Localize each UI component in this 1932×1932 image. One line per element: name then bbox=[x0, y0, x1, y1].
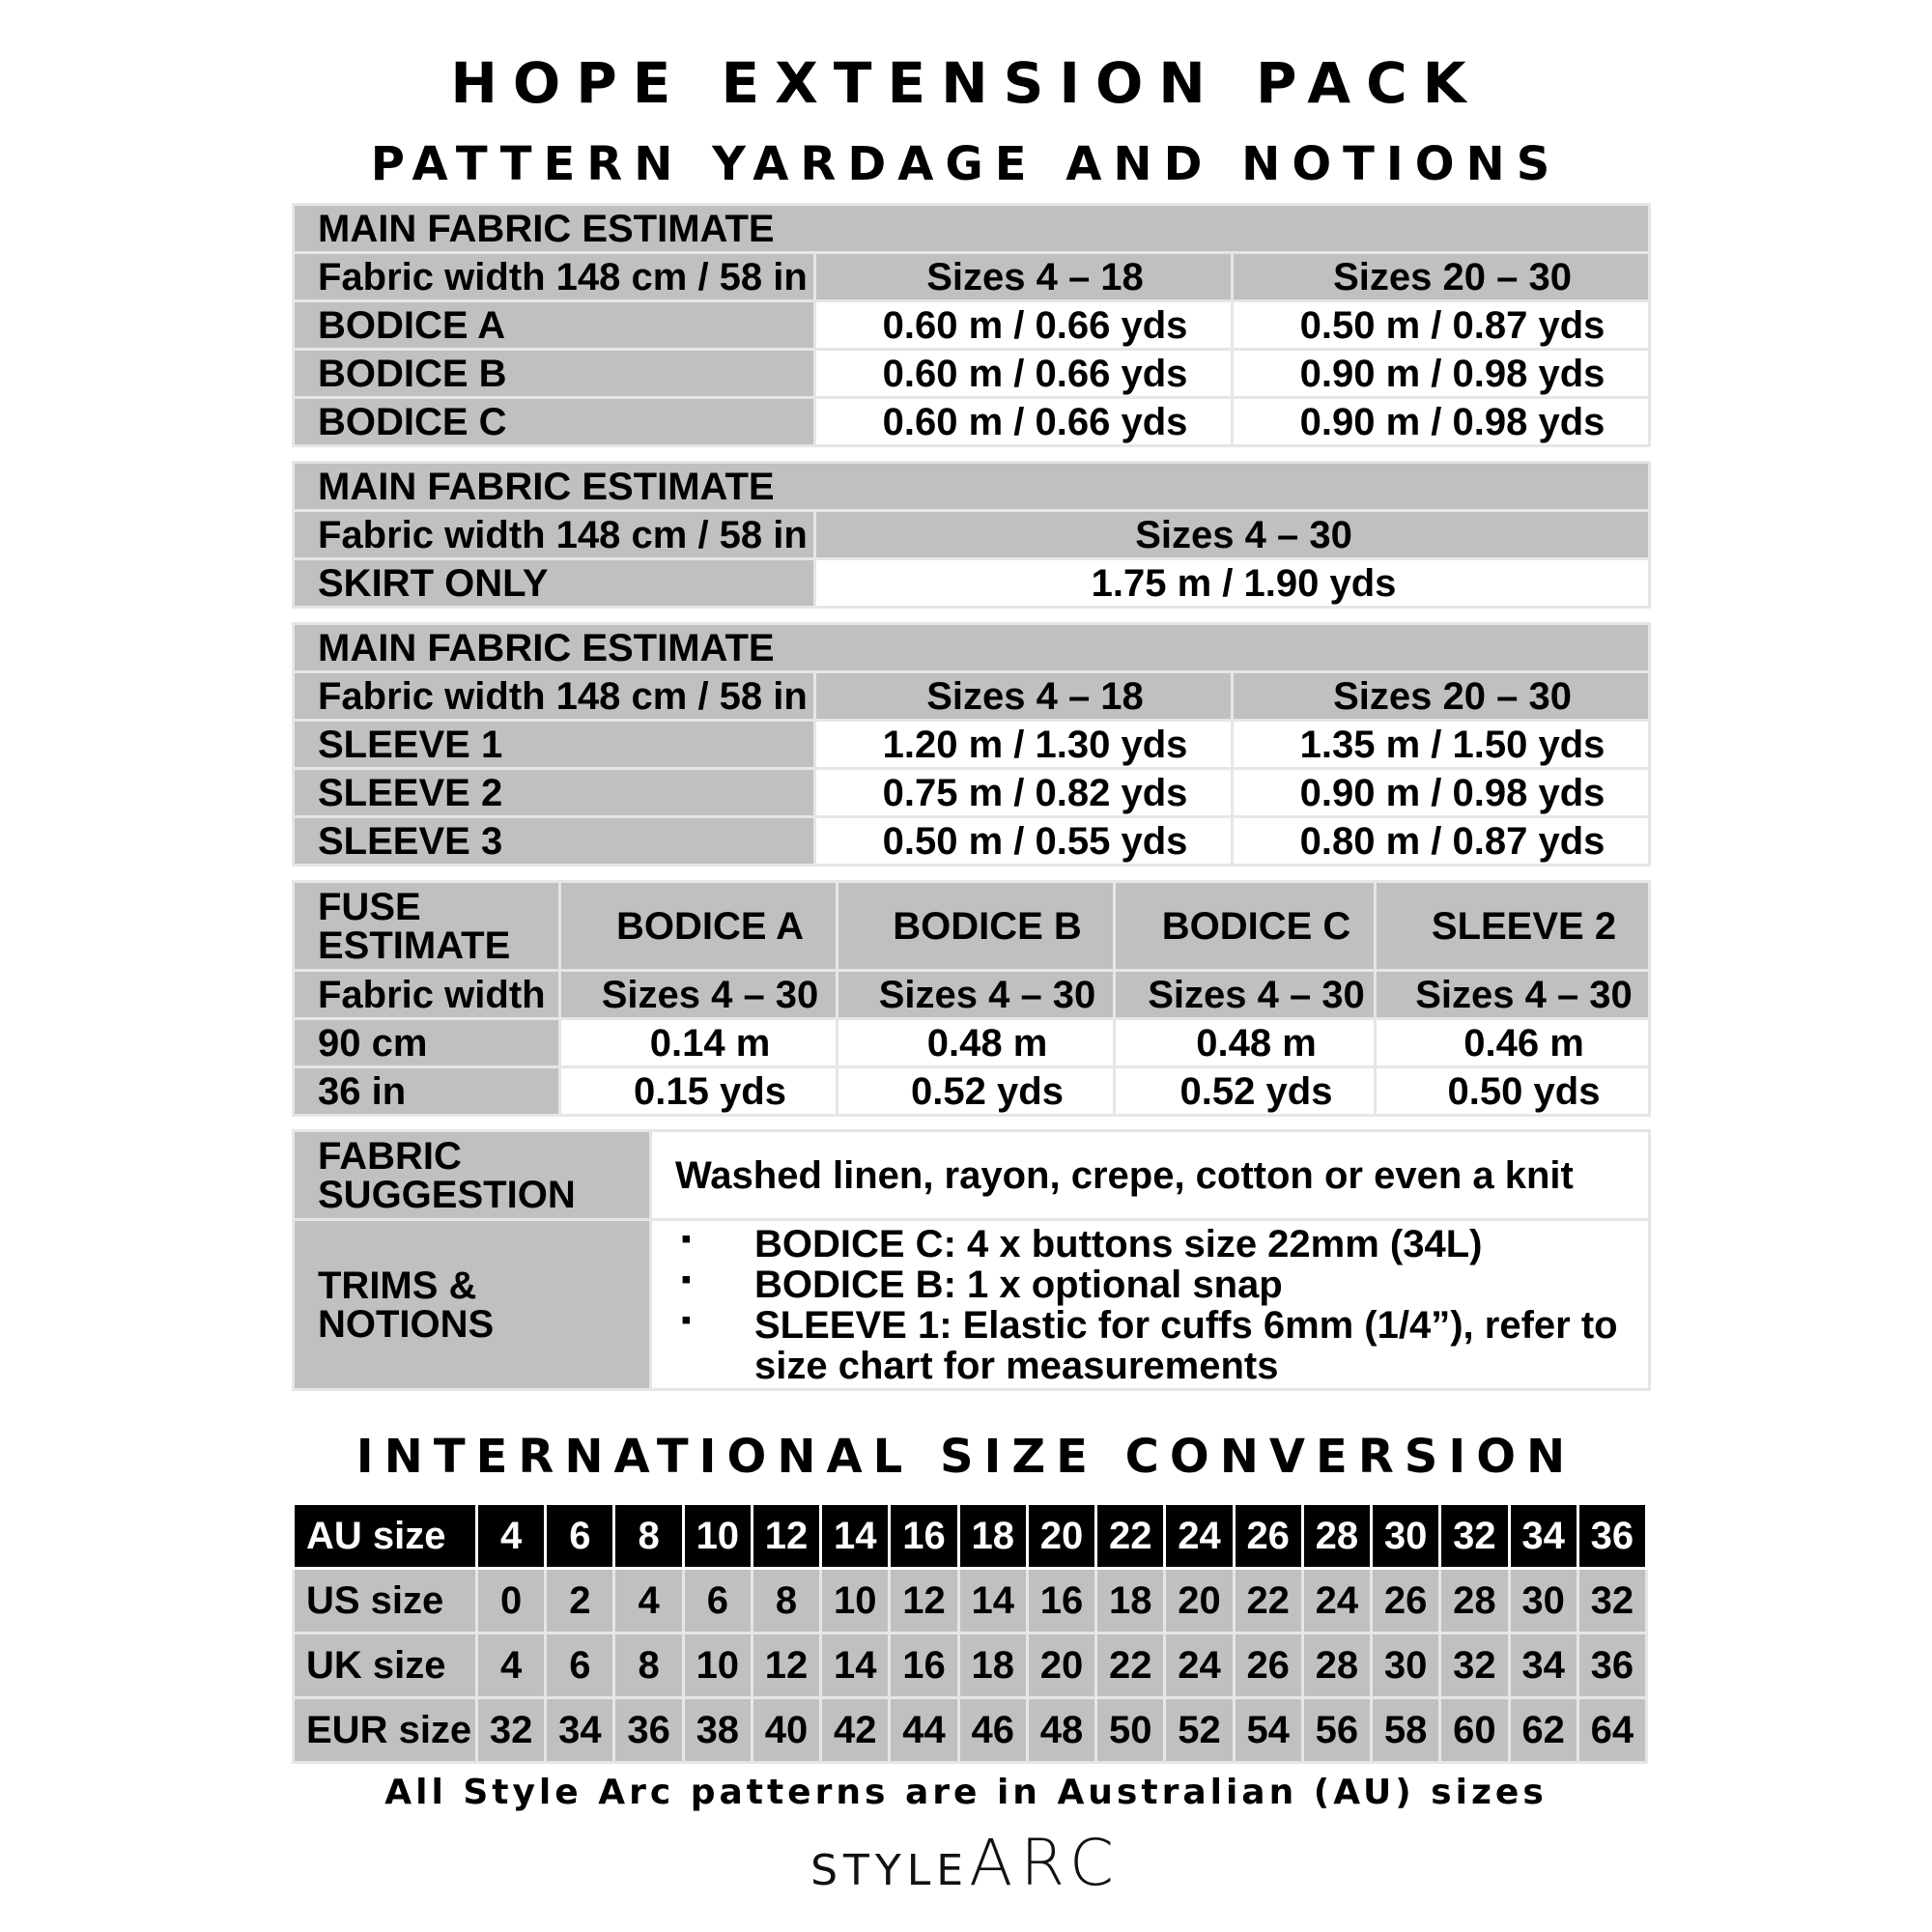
yardage-value: 0.50 m / 0.55 yds bbox=[815, 817, 1233, 866]
row-label: BODICE B bbox=[294, 350, 815, 398]
bullet-icon: ▪ bbox=[681, 1303, 692, 1336]
size-cell: 18 bbox=[958, 1504, 1027, 1569]
table-row bbox=[294, 350, 1650, 398]
bullet-icon: ▪ bbox=[681, 1263, 692, 1295]
size-cell: 8 bbox=[752, 1569, 820, 1634]
size-cell: 50 bbox=[1096, 1698, 1165, 1763]
size-cell: 30 bbox=[1372, 1634, 1440, 1698]
fabric-width-label: Fabric width 148 cm / 58 in bbox=[294, 511, 815, 559]
row-label: SKIRT ONLY bbox=[294, 559, 815, 608]
size-cell: 54 bbox=[1234, 1698, 1302, 1763]
fuse-column-header: BODICE C bbox=[1115, 882, 1376, 971]
size-cell: 22 bbox=[1234, 1569, 1302, 1634]
table-row bbox=[294, 721, 1650, 769]
list-item bbox=[675, 1224, 1648, 1264]
size-row-label: UK size bbox=[294, 1634, 477, 1698]
size-cell: 0 bbox=[477, 1569, 546, 1634]
style-arc-logo bbox=[0, 1826, 1932, 1900]
yardage-value: 1.75 m / 1.90 yds bbox=[815, 559, 1650, 608]
skirt-fabric-table bbox=[292, 461, 1651, 609]
size-row bbox=[294, 1698, 1647, 1763]
fabric-suggestion-label: FABRIC SUGGESTION bbox=[294, 1131, 651, 1220]
size-cell: 36 bbox=[1577, 1504, 1646, 1569]
size-cell: 24 bbox=[1165, 1634, 1234, 1698]
size-cell: 14 bbox=[821, 1634, 890, 1698]
yardage-value: 0.90 m / 0.98 yds bbox=[1233, 350, 1650, 398]
row-label: SLEEVE 3 bbox=[294, 817, 815, 866]
table-row bbox=[294, 398, 1650, 446]
yardage-value: 0.90 m / 0.98 yds bbox=[1233, 398, 1650, 446]
size-cell: 4 bbox=[477, 1634, 546, 1698]
table-row bbox=[294, 1019, 1650, 1067]
size-cell: 16 bbox=[1027, 1569, 1095, 1634]
yardage-value: 0.60 m / 0.66 yds bbox=[815, 301, 1233, 350]
table-heading: MAIN FABRIC ESTIMATE bbox=[294, 205, 1650, 253]
size-cell: 30 bbox=[1509, 1569, 1577, 1634]
trims-notions-list bbox=[651, 1220, 1650, 1390]
row-label: BODICE A bbox=[294, 301, 815, 350]
fuse-heading: FUSE ESTIMATE bbox=[294, 882, 560, 971]
table-heading: MAIN FABRIC ESTIMATE bbox=[294, 463, 1650, 511]
fuse-value: 0.52 yds bbox=[1115, 1067, 1376, 1116]
size-cell: 12 bbox=[752, 1504, 820, 1569]
size-cell: 58 bbox=[1372, 1698, 1440, 1763]
list-item bbox=[675, 1305, 1648, 1386]
size-cell: 8 bbox=[614, 1504, 683, 1569]
size-cell: 12 bbox=[752, 1634, 820, 1698]
size-row bbox=[294, 1569, 1647, 1634]
size-cell: 4 bbox=[614, 1569, 683, 1634]
yardage-value: 0.50 m / 0.87 yds bbox=[1233, 301, 1650, 350]
row-label: SLEEVE 1 bbox=[294, 721, 815, 769]
size-cell: 22 bbox=[1096, 1504, 1165, 1569]
table-row bbox=[294, 1067, 1650, 1116]
size-cell: 28 bbox=[1302, 1634, 1371, 1698]
fuse-column-header: BODICE A bbox=[560, 882, 838, 971]
table-row bbox=[294, 301, 1650, 350]
fuse-value: 0.15 yds bbox=[560, 1067, 838, 1116]
size-cell: 32 bbox=[1577, 1569, 1646, 1634]
fuse-column-header: BODICE B bbox=[838, 882, 1115, 971]
size-cell: 18 bbox=[958, 1634, 1027, 1698]
size-cell: 8 bbox=[614, 1634, 683, 1698]
size-cell: 38 bbox=[683, 1698, 752, 1763]
size-range-header: Sizes 20 – 30 bbox=[1233, 672, 1650, 721]
yardage-value: 1.35 m / 1.50 yds bbox=[1233, 721, 1650, 769]
fabric-suggestion-text: Washed linen, rayon, crepe, cotton or even a knit bbox=[651, 1131, 1650, 1220]
logo-arc-text: ARC bbox=[969, 1826, 1122, 1900]
size-cell: 40 bbox=[752, 1698, 820, 1763]
fuse-value: 0.48 m bbox=[838, 1019, 1115, 1067]
size-cell: 24 bbox=[1165, 1504, 1234, 1569]
size-cell: 10 bbox=[821, 1569, 890, 1634]
notion-text: BODICE C: 4 x buttons size 22mm (34L) bbox=[754, 1222, 1483, 1265]
bullet-icon: ▪ bbox=[681, 1222, 692, 1255]
size-row-label: EUR size bbox=[294, 1698, 477, 1763]
yardage-value: 0.90 m / 0.98 yds bbox=[1233, 769, 1650, 817]
size-range-header: Sizes 4 – 30 bbox=[1115, 971, 1376, 1019]
size-cell: 12 bbox=[890, 1569, 958, 1634]
yardage-value: 0.75 m / 0.82 yds bbox=[815, 769, 1233, 817]
size-cell: 4 bbox=[477, 1504, 546, 1569]
size-range-header: Sizes 4 – 30 bbox=[1376, 971, 1650, 1019]
size-cell: 30 bbox=[1372, 1504, 1440, 1569]
table-heading: MAIN FABRIC ESTIMATE bbox=[294, 624, 1650, 672]
size-cell: 20 bbox=[1165, 1569, 1234, 1634]
row-label: 90 cm bbox=[294, 1019, 560, 1067]
row-label: SLEEVE 2 bbox=[294, 769, 815, 817]
size-cell: 32 bbox=[477, 1698, 546, 1763]
fuse-value: 0.52 yds bbox=[838, 1067, 1115, 1116]
size-cell: 14 bbox=[821, 1504, 890, 1569]
size-cell: 44 bbox=[890, 1698, 958, 1763]
size-cell: 14 bbox=[958, 1569, 1027, 1634]
size-cell: 48 bbox=[1027, 1698, 1095, 1763]
size-row-label: US size bbox=[294, 1569, 477, 1634]
size-cell: 26 bbox=[1372, 1569, 1440, 1634]
fuse-column-header: SLEEVE 2 bbox=[1376, 882, 1650, 971]
fabric-width-label: Fabric width 148 cm / 58 in bbox=[294, 253, 815, 301]
size-cell: 46 bbox=[958, 1698, 1027, 1763]
size-conversion-title: INTERNATIONAL SIZE CONVERSION bbox=[355, 1430, 1577, 1484]
fuse-estimate-table bbox=[292, 880, 1651, 1117]
size-row bbox=[294, 1504, 1647, 1569]
logo-style-text: STYLE bbox=[810, 1846, 970, 1895]
table-row bbox=[294, 817, 1650, 866]
size-cell: 32 bbox=[1440, 1504, 1509, 1569]
size-cell: 34 bbox=[1509, 1504, 1577, 1569]
size-cell: 64 bbox=[1577, 1698, 1646, 1763]
size-cell: 42 bbox=[821, 1698, 890, 1763]
list-item bbox=[675, 1264, 1648, 1305]
size-cell: 26 bbox=[1234, 1504, 1302, 1569]
size-cell: 24 bbox=[1302, 1569, 1371, 1634]
row-label: BODICE C bbox=[294, 398, 815, 446]
size-range-header: Sizes 20 – 30 bbox=[1233, 253, 1650, 301]
size-cell: 28 bbox=[1440, 1569, 1509, 1634]
size-cell: 36 bbox=[1577, 1634, 1646, 1698]
notion-text: SLEEVE 1: Elastic for cuffs 6mm (1/4”), refer to size chart for measurements bbox=[754, 1303, 1618, 1387]
table-row bbox=[294, 769, 1650, 817]
size-cell: 2 bbox=[546, 1569, 614, 1634]
size-cell: 6 bbox=[683, 1569, 752, 1634]
size-cell: 16 bbox=[890, 1634, 958, 1698]
size-cell: 36 bbox=[614, 1698, 683, 1763]
size-cell: 18 bbox=[1096, 1569, 1165, 1634]
bodice-fabric-table bbox=[292, 203, 1651, 447]
fabric-width-label: Fabric width 148 cm / 58 in bbox=[294, 672, 815, 721]
size-row bbox=[294, 1634, 1647, 1698]
size-cell: 34 bbox=[546, 1698, 614, 1763]
yardage-value: 0.60 m / 0.66 yds bbox=[815, 350, 1233, 398]
size-cell: 16 bbox=[890, 1504, 958, 1569]
size-cell: 22 bbox=[1096, 1634, 1165, 1698]
size-cell: 26 bbox=[1234, 1634, 1302, 1698]
size-range-header: Sizes 4 – 30 bbox=[815, 511, 1650, 559]
size-cell: 60 bbox=[1440, 1698, 1509, 1763]
page-title: HOPE EXTENSION PACK bbox=[450, 50, 1482, 116]
trims-notions-label: TRIMS & NOTIONS bbox=[294, 1220, 651, 1390]
size-cell: 56 bbox=[1302, 1698, 1371, 1763]
yardage-value: 0.60 m / 0.66 yds bbox=[815, 398, 1233, 446]
fuse-value: 0.50 yds bbox=[1376, 1067, 1650, 1116]
size-footnote: All Style Arc patterns are in Australian (AU) sizes bbox=[384, 1773, 1548, 1812]
size-cell: 34 bbox=[1509, 1634, 1577, 1698]
sleeve-fabric-table bbox=[292, 622, 1651, 867]
size-cell: 20 bbox=[1027, 1634, 1095, 1698]
size-cell: 10 bbox=[683, 1504, 752, 1569]
yardage-value: 1.20 m / 1.30 yds bbox=[815, 721, 1233, 769]
row-label: 36 in bbox=[294, 1067, 560, 1116]
size-cell: 6 bbox=[546, 1634, 614, 1698]
size-cell: 10 bbox=[683, 1634, 752, 1698]
table-row bbox=[294, 559, 1650, 608]
notion-text: BODICE B: 1 x optional snap bbox=[754, 1263, 1283, 1306]
size-range-header: Sizes 4 – 30 bbox=[560, 971, 838, 1019]
size-cell: 28 bbox=[1302, 1504, 1371, 1569]
size-cell: 6 bbox=[546, 1504, 614, 1569]
size-range-header: Sizes 4 – 18 bbox=[815, 253, 1233, 301]
size-cell: 62 bbox=[1509, 1698, 1577, 1763]
size-range-header: Sizes 4 – 30 bbox=[838, 971, 1115, 1019]
size-row-label: AU size bbox=[294, 1504, 477, 1569]
size-cell: 20 bbox=[1027, 1504, 1095, 1569]
fabric-width-label: Fabric width bbox=[294, 971, 560, 1019]
fuse-value: 0.14 m bbox=[560, 1019, 838, 1067]
page-subtitle: PATTERN YARDAGE AND NOTIONS bbox=[370, 137, 1562, 191]
size-cell: 52 bbox=[1165, 1698, 1234, 1763]
fabric-notions-table bbox=[292, 1129, 1651, 1391]
yardage-value: 0.80 m / 0.87 yds bbox=[1233, 817, 1650, 866]
size-range-header: Sizes 4 – 18 bbox=[815, 672, 1233, 721]
size-conversion-table bbox=[292, 1502, 1648, 1764]
fuse-value: 0.48 m bbox=[1115, 1019, 1376, 1067]
size-cell: 32 bbox=[1440, 1634, 1509, 1698]
fuse-value: 0.46 m bbox=[1376, 1019, 1650, 1067]
